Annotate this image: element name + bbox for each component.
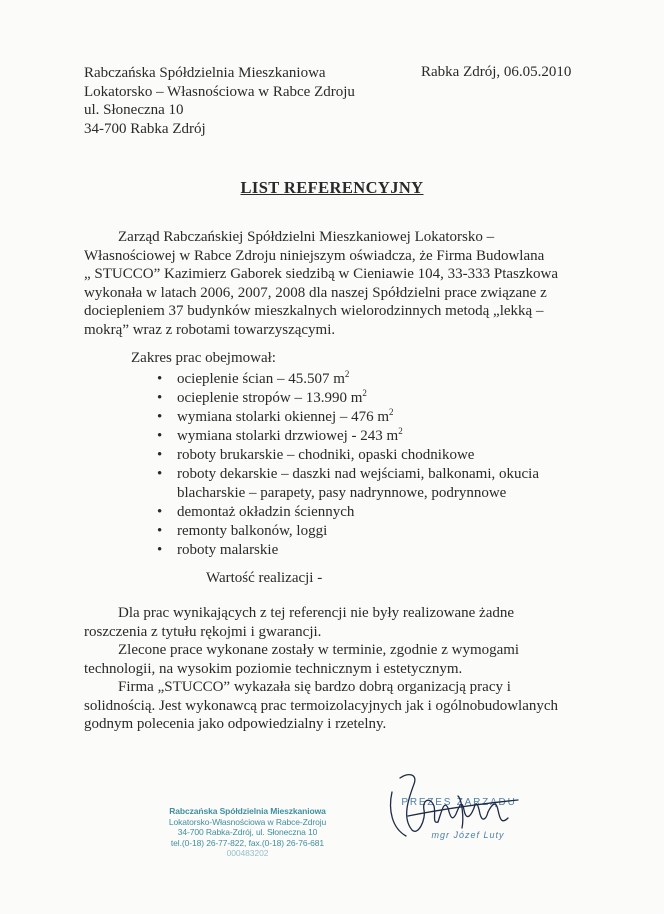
superscript: 2 [344,369,350,379]
handwritten-signature [378,770,528,850]
scope-item-text: demontaż okładzin ściennych [177,504,355,520]
stamp-line: 000483202 [226,848,269,859]
intro-line: dociepleniem 37 budynków mieszkalnych wielorodzinnych metodą „lekką – [84,303,544,319]
superscript: 2 [398,426,403,436]
seal-title: PREZES ZARZĄDU [401,797,517,808]
scope-item-text: remonty balkonów, loggi [177,523,328,539]
intro-line: Własnościowej w Rabce Zdroju niniejszym oświadcza, że Firma Budowlana [84,247,545,264]
paragraph-line: technologii, na wysokim poziomie technicznym i estetycznym. [84,660,463,677]
paragraph-line: solidnością. Jest wykonawcą prac termoizolacyjnych jak i ogólnobudowlanych [84,697,559,714]
scope-item [157,465,539,484]
scope-item [157,427,539,446]
sender-line: 34-700 Rabka Zdrój [84,120,206,137]
intro-line: wykonała w latach 2006, 2007, 2008 dla naszej Spółdzielni prace związane z [84,284,547,301]
paragraph-line: Zlecone prace wykonane zostały w terminie, zgodnie z wymogami [118,642,520,658]
scope-item-text: roboty brukarskie – chodniki, opaski chodnikowe [177,447,475,463]
scope-item-text: blacharskie – parapety, pasy nadrynnowe, podrynnowe [177,485,507,501]
seal-name: mgr Józef Luty [431,830,505,840]
recommendation-paragraph [84,678,558,734]
realization-value-label: Wartość realizacji - [206,570,323,586]
stamp-line: Lokatorsko-Własnościowa w Rabce-Zdroju [168,816,327,827]
sender-line: Lokatorsko – Własnościowa w Rabce Zdroju [84,83,355,100]
scope-item [157,522,539,541]
scope-item [157,541,539,560]
scope-item-continuation [157,484,539,503]
intro-paragraph [84,228,558,339]
scope-list [157,370,539,560]
intro-line: mokrą” wraz z robotami towarzyszącymi. [84,321,336,338]
scope-item-text: wymiana stolarki okiennej – 476 m [177,409,390,425]
warranty-paragraph [84,604,514,641]
scope-item-text: roboty malarskie [177,542,279,558]
scope-item [157,408,539,427]
scope-item [157,503,539,522]
paragraph-line: godnym polecenia jako odpowiedzialny i rzetelny. [84,716,387,732]
stamp-line: tel.(0-18) 26-77-822, fax.(0-18) 26-76-681 [170,837,325,848]
cooperative-stamp [160,806,335,859]
letter-title: LIST REFERENCYJNY [240,178,424,197]
paragraph-line: Firma „STUCCO” wykazała się bardzo dobrą organizacją pracy i [118,679,511,695]
sender-line: ul. Słoneczna 10 [84,102,184,118]
paragraph-line: Dla prac wynikających z tej referencji nie były realizowane żadne [118,605,515,621]
place-and-date: Rabka Zdrój, 06.05.2010 [421,64,572,80]
scope-item-text: ocieplenie ścian – 45.507 m [177,371,345,387]
scope-item [157,446,539,465]
scope-item-text: roboty dekarskie – daszki nad wejściami, balkonami, okucia [177,466,539,482]
stamp-line: Rabczańska Spółdzielnia Mieszkaniowa [169,806,326,816]
scope-item [157,389,539,408]
scope-item [157,370,539,389]
superscript: 2 [362,388,367,398]
intro-line: „ STUCCO” Kazimierz Gaborek siedzibą w Cieniawie 104, 33-333 Ptaszkowa [84,266,559,282]
quality-paragraph [84,641,519,678]
stamp-line: 34-700 Rabka-Zdrój, ul. Słoneczna 10 [177,827,318,838]
sender-address [84,64,355,138]
scope-item-text: ocieplenie stropów – 13.990 m [177,390,363,406]
intro-line: Zarząd Rabczańskiej Spółdzielni Mieszkaniowej Lokatorsko – [118,229,495,245]
paragraph-line: roszczenia z tytułu rękojmi i gwarancji. [84,623,322,640]
scope-heading: Zakres prac obejmował: [131,350,276,366]
sender-line: Rabczańska Spółdzielnia Mieszkaniowa [84,65,326,81]
superscript: 2 [389,407,394,417]
scope-item-text: wymiana stolarki drzwiowej - 243 m [177,428,399,444]
